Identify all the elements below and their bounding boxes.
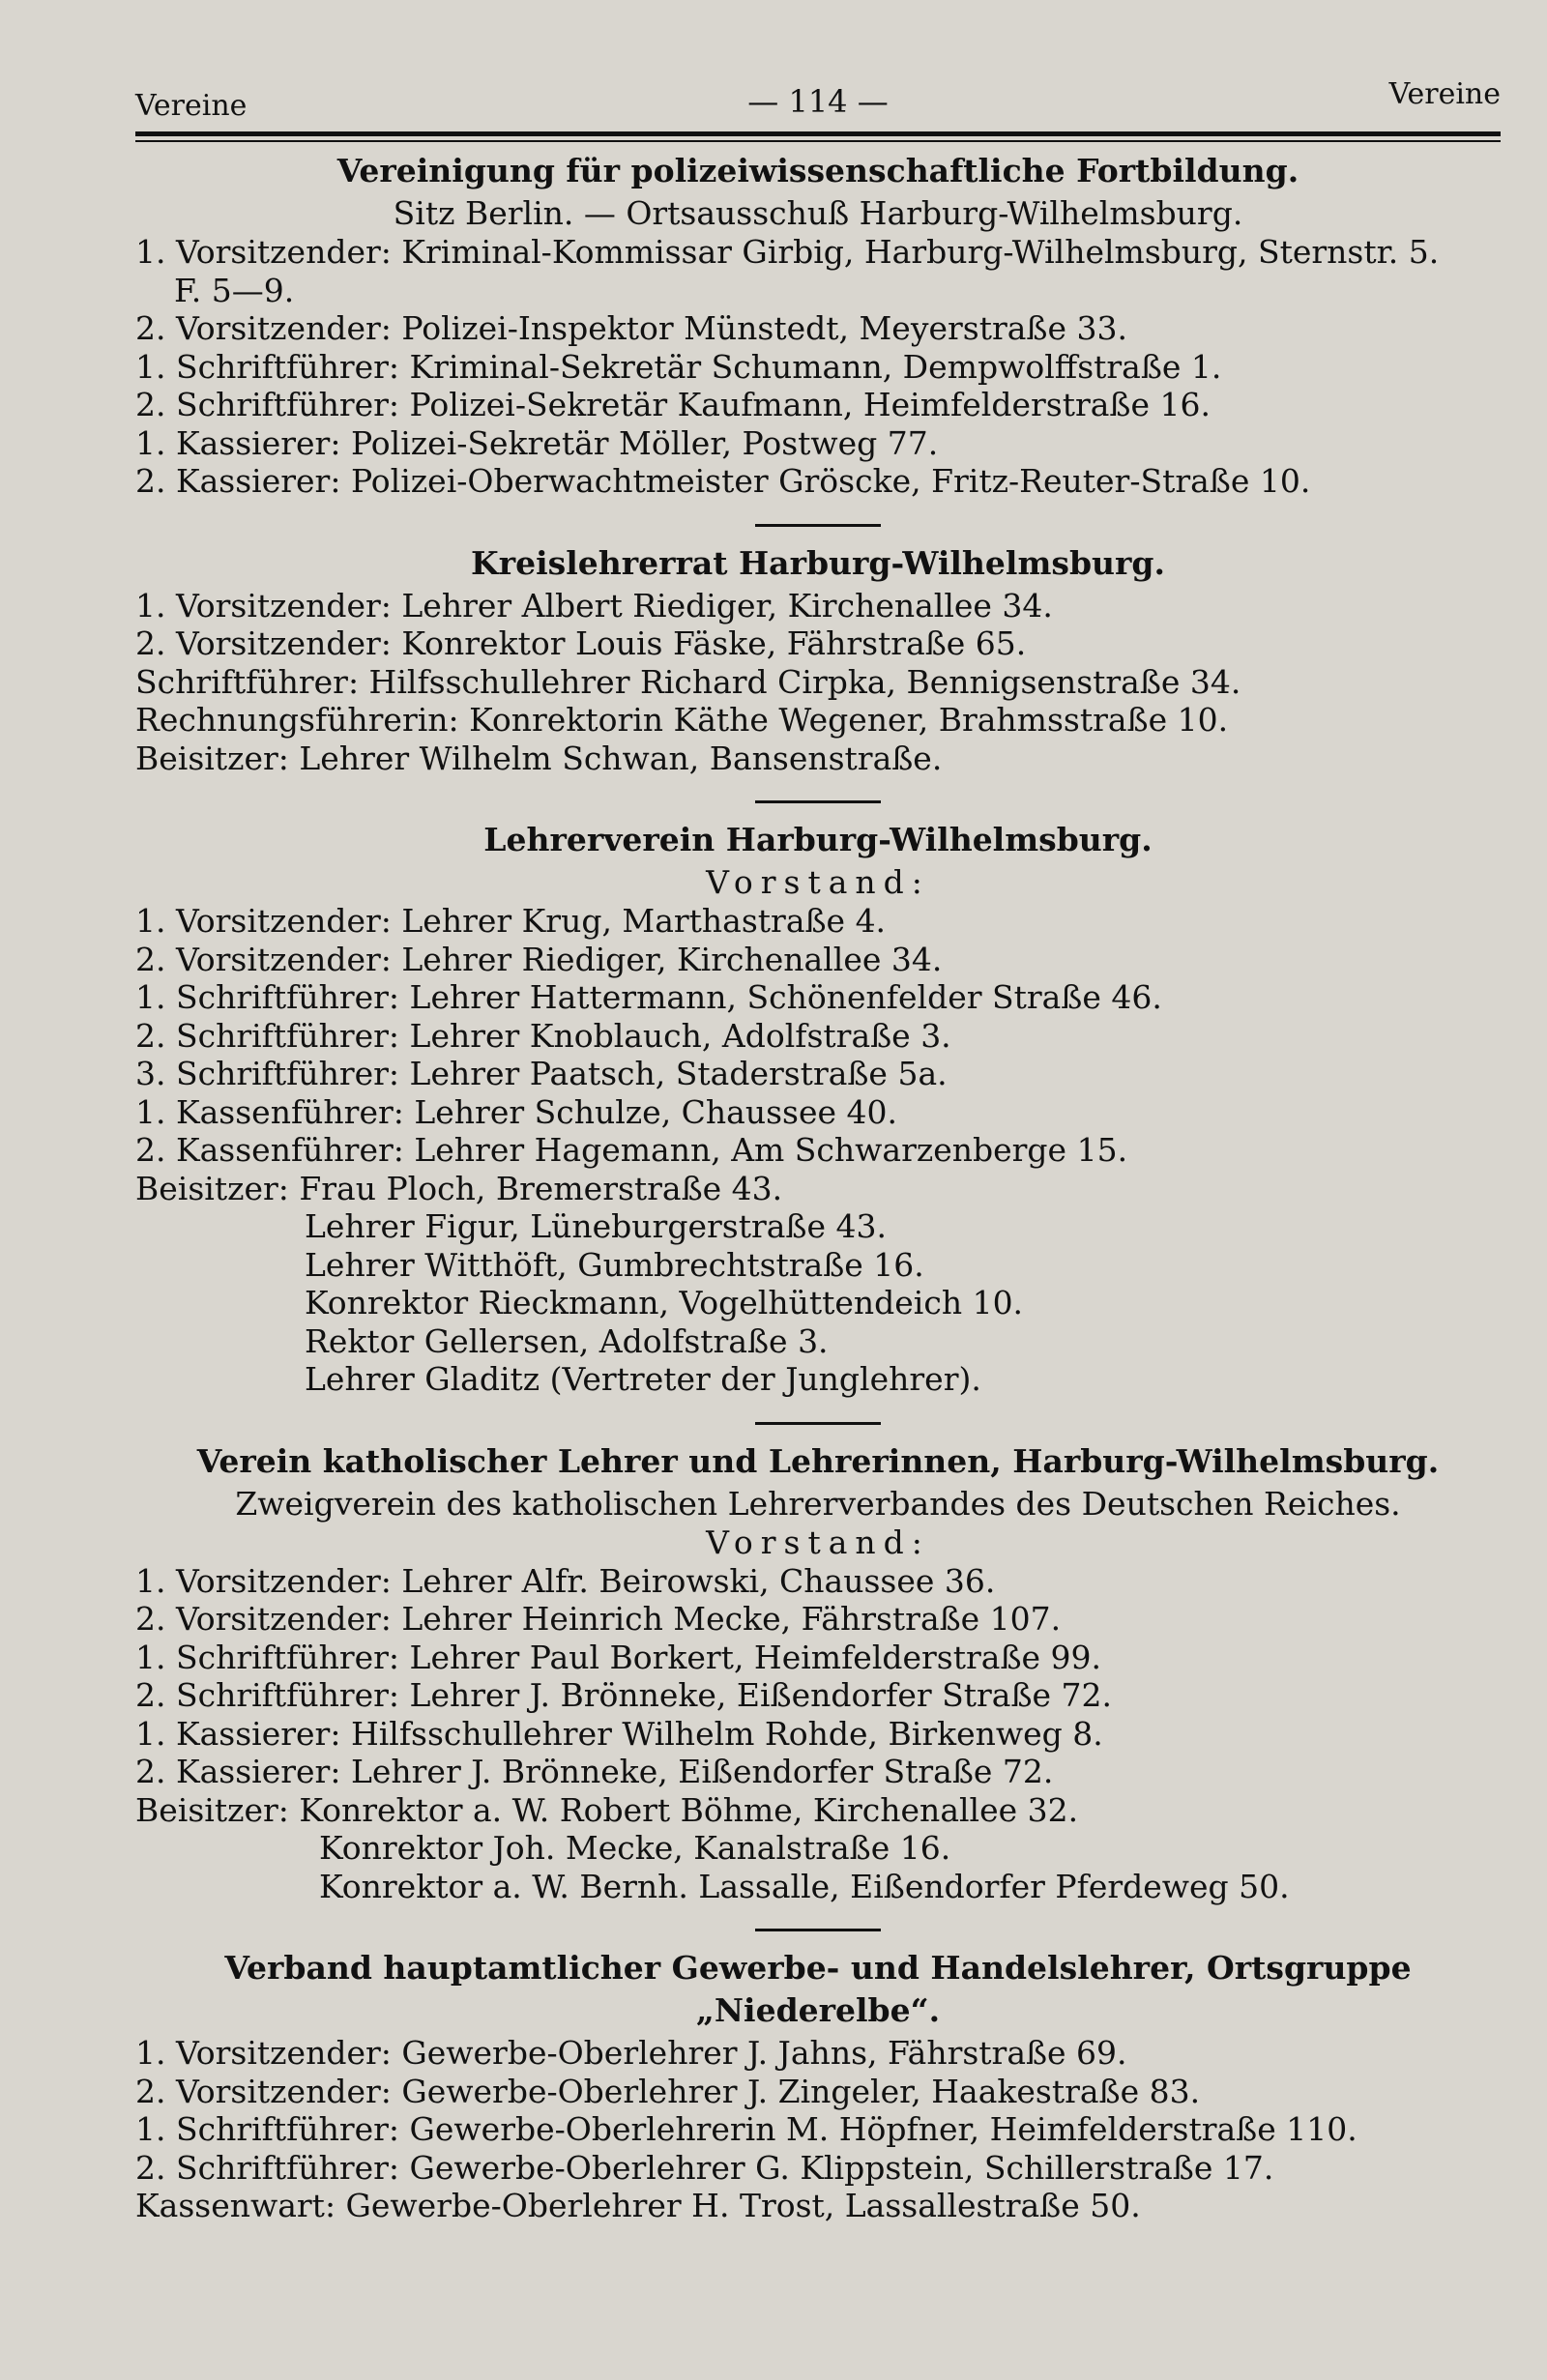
beisitzer-line: Lehrer Gladitz (Vertreter der Junglehrer).	[305, 1360, 981, 1398]
section-katholisch	[135, 1440, 1501, 1906]
beisitzer-line: Rektor Gellersen, Adolfstraße 3.	[305, 1321, 829, 1360]
beisitzer-line: Konrektor Joh. Mecke, Kanalstraße 16.	[319, 1829, 951, 1867]
entry-line: Rechnungsführerin: Konrektorin Käthe Wegener, Brahmsstraße 10.	[135, 701, 1229, 739]
section-subtitle: Sitz Berlin. — Ortsausschuß Harburg-Wilhelmsburg.	[393, 194, 1243, 232]
section-title: Verein katholischer Lehrer und Lehrerinnen, Harburg-Wilhelmsburg.	[196, 1441, 1440, 1480]
section-title: Kreislehrerrat Harburg-Wilhelmsburg.	[471, 543, 1165, 582]
entry-line: Schriftführer: Hilfsschullehrer Richard Cirpka, Bennigsenstraße 34.	[135, 662, 1241, 701]
section-title: Verband hauptamtlicher Gewerbe- und Handelslehrer, Ortsgruppe „Niederelbe“.	[224, 1949, 1412, 2029]
entry-line: 1. Vorsitzender: Lehrer Albert Riediger, Kirchenallee 34.	[135, 586, 1053, 624]
entry-line: Beisitzer: Lehrer Wilhelm Schwan, Bansenstraße.	[135, 739, 943, 777]
entry-line: 2. Vorsitzender: Lehrer Riediger, Kirchenallee 34.	[135, 940, 943, 978]
entry-line: 1. Schriftführer: Gewerbe-Oberlehrerin M. Höpfner, Heimfelderstraße 110.	[135, 2110, 1357, 2148]
section-title: Vereinigung für polizeiwissenschaftliche Fortbildung.	[336, 152, 1299, 189]
section-polizei	[135, 150, 1501, 501]
entry-line: 2. Schriftführer: Lehrer Knoblauch, Adolfstraße 3.	[135, 1016, 951, 1055]
entry-line: 1. Schriftführer: Kriminal-Sekretär Schumann, Dempwolffstraße 1.	[135, 347, 1222, 386]
running-header	[135, 75, 1501, 126]
section-divider	[755, 1422, 881, 1425]
vorstand-heading: Vorstand:	[706, 863, 930, 901]
entry-line: 3. Schriftführer: Lehrer Paatsch, Staderstraße 5a.	[135, 1055, 948, 1092]
header-right: Vereine	[1388, 77, 1501, 111]
section-divider	[755, 800, 881, 803]
entry-line: 2. Schriftführer: Gewerbe-Oberlehrer G. Klippstein, Schillerstraße 17.	[135, 2148, 1274, 2187]
entry-line: 1. Schriftführer: Lehrer Hattermann, Schönenfelder Straße 46.	[135, 978, 1162, 1016]
entry-line: 2. Vorsitzender: Polizei-Inspektor Münstedt, Meyerstraße 33.	[135, 309, 1127, 347]
beisitzer-line: Lehrer Witthöft, Gumbrechtstraße 16.	[305, 1245, 924, 1284]
entry-line: 1. Vorsitzender: Lehrer Krug, Marthastraße 4.	[135, 902, 887, 940]
section-kreislehrerrat	[135, 542, 1501, 778]
entry-line: Beisitzer: Konrektor a. W. Robert Böhme, Kirchenallee 32.	[135, 1790, 1079, 1829]
entry-line: 1. Kassierer: Hilfsschullehrer Wilhelm Rohde, Birkenweg 8.	[135, 1714, 1103, 1753]
section-lehrerverein	[135, 819, 1501, 1399]
entry-line: F. 5—9.	[174, 271, 295, 309]
beisitzer-line: Konrektor a. W. Bernh. Lassalle, Eißendorfer Pferdeweg 50.	[319, 1867, 1290, 1905]
entry-line: 2. Vorsitzender: Lehrer Heinrich Mecke, Fährstraße 107.	[135, 1600, 1062, 1638]
vorstand-heading: Vorstand:	[706, 1523, 930, 1561]
beisitzer-line: Konrektor Rieckmann, Vogelhüttendeich 10.	[305, 1284, 1024, 1321]
entry-line: 2. Schriftführer: Polizei-Sekretär Kaufmann, Heimfelderstraße 16.	[135, 386, 1211, 423]
entry-line: 1. Schriftführer: Lehrer Paul Borkert, Heimfelderstraße 99.	[135, 1638, 1101, 1676]
section-divider	[755, 524, 881, 527]
beisitzer-line: Lehrer Figur, Lüneburgerstraße 43.	[305, 1207, 887, 1245]
entry-line: 1. Vorsitzender: Gewerbe-Oberlehrer J. Jahns, Fährstraße 69.	[135, 2034, 1127, 2072]
section-title: Lehrerverein Harburg-Wilhelmsburg.	[483, 821, 1153, 858]
entry-line: 1. Kassierer: Polizei-Sekretär Möller, Postweg 77.	[135, 423, 939, 462]
header-rule	[135, 131, 1501, 142]
page-number: — 114 —	[747, 83, 889, 120]
entry-line: Kassenwart: Gewerbe-Oberlehrer H. Trost, Lassallestraße 50.	[135, 2187, 1141, 2224]
entry-line: 2. Vorsitzender: Gewerbe-Oberlehrer J. Zingeler, Haakestraße 83.	[135, 2072, 1201, 2110]
entry-line: 1. Kassenführer: Lehrer Schulze, Chaussee 40.	[135, 1092, 898, 1131]
section-gewerbelehrer	[135, 1947, 1501, 2225]
entry-line: 1. Vorsitzender: Kriminal-Kommissar Girbig, Harburg-Wilhelmsburg, Sternstr. 5.	[135, 233, 1440, 271]
header-left: Vereine	[135, 89, 248, 123]
entry-line: 2. Schriftführer: Lehrer J. Brönneke, Eißendorfer Straße 72.	[135, 1676, 1112, 1714]
entry-line: 2. Kassenführer: Lehrer Hagemann, Am Schwarzenberge 15.	[135, 1131, 1128, 1169]
entry-line: 2. Vorsitzender: Konrektor Louis Fäske, Fährstraße 65.	[135, 624, 1027, 662]
entry-line: 1. Vorsitzender: Lehrer Alfr. Beirowski, Chaussee 36.	[135, 1561, 996, 1600]
entry-line: 2. Kassierer: Lehrer J. Brönneke, Eißendorfer Straße 72.	[135, 1753, 1054, 1790]
section-subtitle: Zweigverein des katholischen Lehrerverbandes des Deutschen Reiches.	[235, 1484, 1401, 1523]
entry-line: Beisitzer: Frau Ploch, Bremerstraße 43.	[135, 1169, 783, 1207]
entry-line: 2. Kassierer: Polizei-Oberwachtmeister Gröscke, Fritz-Reuter-Straße 10.	[135, 462, 1311, 500]
section-divider	[755, 1929, 881, 1931]
